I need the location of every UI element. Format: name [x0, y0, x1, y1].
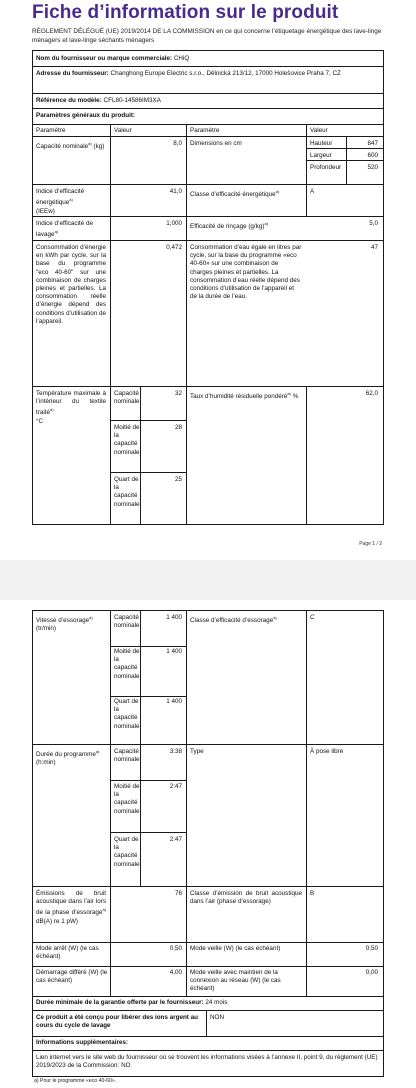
spin-half-value: 1 400 — [166, 648, 182, 655]
table-border — [32, 136, 384, 137]
table-border — [32, 996, 384, 997]
depth-label: Profondeur — [310, 164, 342, 171]
network-standby-label: Mode veille avec maintien de la connexion au réseau (W) (le cas échéant) — [190, 969, 281, 993]
table-border — [32, 610, 33, 1077]
energy-class-text: Classe d’efficacité énergétique — [190, 191, 276, 199]
duration-rated-value: 3:38 — [169, 748, 182, 755]
table-border — [140, 386, 141, 524]
type-value: À pose libre — [310, 748, 344, 755]
table-border — [306, 386, 307, 524]
height-label: Hauteur — [310, 140, 333, 147]
max-temp-rated-sub: Capacité nominale — [114, 390, 140, 406]
table-border — [110, 696, 186, 697]
warranty-label: Durée minimale de la garantie offerte par le fournisseur: — [36, 999, 204, 1006]
spin-unit: (tr/min) — [36, 625, 56, 633]
table-border — [110, 124, 111, 525]
depth-value: 520 — [367, 164, 378, 171]
energy-class-value: A — [310, 188, 315, 195]
wash-eff-value: 1,000 — [166, 220, 182, 227]
supplier-name-label: Nom du fournisseur ou marque commerciale: — [36, 55, 173, 62]
supplier-name-row — [36, 55, 189, 63]
noise-label: Émissions de bruit acoustique dans l’air lors de la phase d’essorage$^{a)}$ dB(A) re 1 pW) — [36, 890, 106, 925]
max-temp-unit: °C — [36, 417, 44, 425]
supplier-name-value: CHiQ — [173, 55, 190, 62]
table-border — [32, 1010, 384, 1011]
rinse-eff-text: Efficacité de rinçage (g/kg) — [190, 223, 265, 231]
warranty-value: 24 mois — [205, 999, 228, 1006]
max-temp-quarter-sub: Quart de la capacité nominale — [114, 476, 140, 508]
table-border — [383, 50, 384, 525]
table-border — [32, 1050, 384, 1051]
model-value: CFL80-14586IM3XA — [103, 97, 161, 104]
table-border — [110, 832, 186, 833]
header-param-2: Paramètre — [190, 127, 220, 134]
table-border — [32, 942, 384, 943]
table-border — [32, 124, 384, 125]
moisture-unit: % — [292, 393, 299, 401]
supplier-address-row — [36, 70, 380, 78]
duration-quarter-value: 2:47 — [169, 836, 182, 843]
eei-value: 41,0 — [169, 188, 182, 195]
type-label: Type — [190, 748, 204, 755]
spin-quarter-sub: Quart de la capacité nominale — [114, 698, 140, 730]
rinse-eff-label: Efficacité de rinçage $(g/kg)^{a)}$ — [190, 221, 268, 231]
supplier-link-value: NO — [121, 1062, 131, 1070]
rated-capacity-label: Capacité nominale$^{a)}$ (kg) — [36, 141, 105, 151]
wash-eff-label: Indice d’efficacité de lavage$^{a)}$ — [36, 220, 93, 239]
additional-info-heading: Informations supplémentaires: — [36, 1039, 129, 1046]
spin-quarter-value: 1 400 — [166, 698, 182, 705]
table-border — [110, 780, 186, 781]
moisture-value: 62,0 — [365, 390, 378, 397]
off-mode-value: 0,50 — [169, 945, 182, 952]
table-border — [206, 1010, 207, 1037]
duration-quarter-sub: Quart de la capacité nominale — [114, 836, 140, 868]
duration-text: Durée du programme — [36, 751, 96, 759]
table-border — [110, 610, 111, 887]
rated-capacity-unit: (kg) — [93, 143, 105, 151]
table-border — [32, 966, 384, 967]
table-border — [32, 240, 384, 241]
document-page-2 — [0, 600, 416, 1088]
rinse-eff-value: 5,0 — [369, 220, 378, 227]
table-border — [32, 524, 384, 525]
footnote: a) Pour le programme «eco 40-60». — [34, 1078, 117, 1084]
table-border — [346, 136, 347, 184]
wash-eff-text: Indice d’efficacité de lavage — [36, 220, 93, 239]
noise-unit: dB(A) re 1 pW) — [36, 917, 78, 925]
table-border — [32, 216, 384, 217]
eei-unit: (IEEw) — [36, 207, 55, 215]
table-border — [306, 124, 307, 217]
supplier-link-text: Lien internet vers le site web du fournisseur où se trouvent les informations visées à l’annexe II, point 9, du règlement (UE) 2019/2023 de la Commission: — [36, 1054, 378, 1070]
warranty-row — [36, 999, 227, 1007]
noise-text: Émissions de bruit acoustique dans l’air lors de la phase d’essorage — [36, 890, 106, 917]
height-value: 847 — [367, 140, 378, 147]
table-border — [32, 386, 384, 387]
table-border — [186, 124, 187, 525]
silver-ions-label: Ce produit a été conçu pour libérer des ions argent au cours du cycle de lavage — [36, 1014, 199, 1030]
energy-consumption-value: 0,472 — [166, 244, 182, 251]
eei-text: Indice d’efficacité énergétique — [36, 188, 85, 207]
table-border — [32, 744, 384, 745]
header-value: Valeur — [114, 127, 132, 134]
spin-class-value: C — [310, 614, 315, 621]
noise-class-value: B — [310, 890, 315, 897]
table-border — [383, 610, 384, 1077]
table-border — [186, 610, 187, 997]
delay-start-label: Démarrage différé (W) (le cas échéant) — [36, 969, 108, 985]
table-border — [32, 50, 33, 525]
table-border — [32, 610, 384, 611]
table-border — [32, 108, 384, 109]
table-border — [32, 886, 384, 887]
moisture-label: Taux d’humidité résiduelle pondéré$^{a)}$ % — [190, 391, 299, 401]
max-temp-text: Température maximale à l’intérieur du textile traité — [36, 390, 106, 417]
spin-rated-sub: Capacité nominale — [114, 614, 140, 630]
water-consumption-value: 47 — [370, 244, 378, 251]
off-mode-label: Mode arrêt (W) (le cas échéant) — [36, 945, 99, 961]
supplier-link-row — [36, 1054, 380, 1070]
energy-consumption-label: Consommation d’énergie en kWh par cycle, sur la base du programme "eco 40-60" sur une combinaison de charges pleines et partielles. La consommation réelle d’énergie dépend des conditions d’utilisation de l’appareil. — [36, 244, 107, 325]
address-label: Adresse du fournisseur: — [36, 70, 109, 77]
header-param: Paramètre — [36, 127, 66, 134]
spin-class-label: Classe d’efficacité d’essorage$^{a)}$ — [190, 615, 277, 625]
spin-half-sub: Moitié de la capacité nominale — [114, 648, 140, 680]
eei-label: Indice d’efficacité énergétique$^{a)}$ (IEEw) — [36, 188, 85, 215]
table-border — [32, 50, 384, 51]
regulation-intro: RÈGLEMENT DÉLÉGUÉ (UE) 2019/2014 DE LA COMMISSION en ce qui concerne l’étiquetage énergétique des lave-linge ménagers et lave-linge séchants ménagers — [32, 28, 382, 44]
spin-class-text: Classe d’efficacité d’essorage — [190, 617, 274, 625]
table-border — [32, 184, 384, 185]
table-border — [110, 472, 186, 473]
network-standby-value: 0,00 — [365, 969, 378, 976]
table-border — [306, 610, 307, 997]
silver-ions-value: NON — [210, 1014, 224, 1021]
max-temp-quarter-value: 25 — [174, 476, 182, 483]
table-border — [140, 610, 141, 887]
noise-value: 76 — [174, 890, 182, 897]
table-border — [110, 646, 186, 647]
table-border — [32, 66, 384, 67]
dimensions-label: Dimensions en cm — [190, 140, 242, 147]
rated-capacity-value: 8,0 — [173, 140, 182, 147]
table-border — [32, 1036, 384, 1037]
standby-value: 0,50 — [365, 945, 378, 952]
duration-half-value: 2:47 — [169, 783, 182, 790]
spin-speed-label: Vitesse d’essorage$^{a)}$ (tr/min) — [36, 615, 93, 633]
model-label: Référence du modèle: — [36, 97, 102, 104]
max-temp-half-sub: Moitié de la capacité nominale — [114, 424, 140, 456]
model-row — [36, 97, 161, 105]
duration-unit: (h:min) — [36, 759, 56, 767]
table-border — [32, 1076, 384, 1077]
duration-label: Durée du programme$^{a)}$ (h:min) — [36, 749, 100, 767]
duration-half-sub: Moitié de la capacité nominale — [114, 783, 140, 815]
width-value: 600 — [367, 152, 378, 159]
rated-capacity-text: Capacité nominale — [36, 143, 89, 151]
address-value: Changhong Europe Electric s.r.o., Dělnická 213/12, 17000 Holešovice Praha 7, CZ — [110, 70, 341, 77]
delay-start-value: 4,00 — [169, 969, 182, 976]
general-params-heading: Paramètres généraux du produit: — [36, 112, 136, 119]
table-border — [110, 886, 111, 997]
noise-class-label: Classe d’émission de bruit acoustique dans l’air (phase d’essorage) — [190, 890, 302, 906]
header-value-2: Valeur — [310, 127, 328, 134]
spin-text: Vitesse d’essorage — [36, 617, 90, 625]
moisture-text: Taux d’humidité résiduelle pondéré — [190, 393, 288, 401]
table-border — [32, 93, 384, 94]
page-number: Page 1 / 2 — [359, 541, 382, 547]
width-label: Largeur — [310, 152, 332, 159]
document-title: Fiche d’information sur le produit — [32, 2, 339, 23]
max-temp-half-value: 28 — [174, 424, 182, 431]
water-consumption-label: Consommation d’eau égale en litres par cycle, sur la base du programme «eco 40-60» sur une combinaison de charges pleines et partielles. La consommation d’eau réelle dépend des conditions d’utilisation de l’appareil et de la durée de l’eau. — [190, 244, 302, 301]
max-temp-label: Température maximale à l’intérieur du textile traité$^{a)}$ °C — [36, 390, 106, 425]
duration-rated-sub: Capacité nominale — [114, 748, 140, 764]
standby-label: Mode veille (W) (le cas échéant) — [190, 945, 281, 952]
energy-class-label: Classe d’efficacité énergétique$^{a)}$ — [190, 189, 280, 199]
max-temp-rated-value: 32 — [174, 390, 182, 397]
spin-rated-value: 1 400 — [166, 614, 182, 621]
table-border — [110, 420, 186, 421]
